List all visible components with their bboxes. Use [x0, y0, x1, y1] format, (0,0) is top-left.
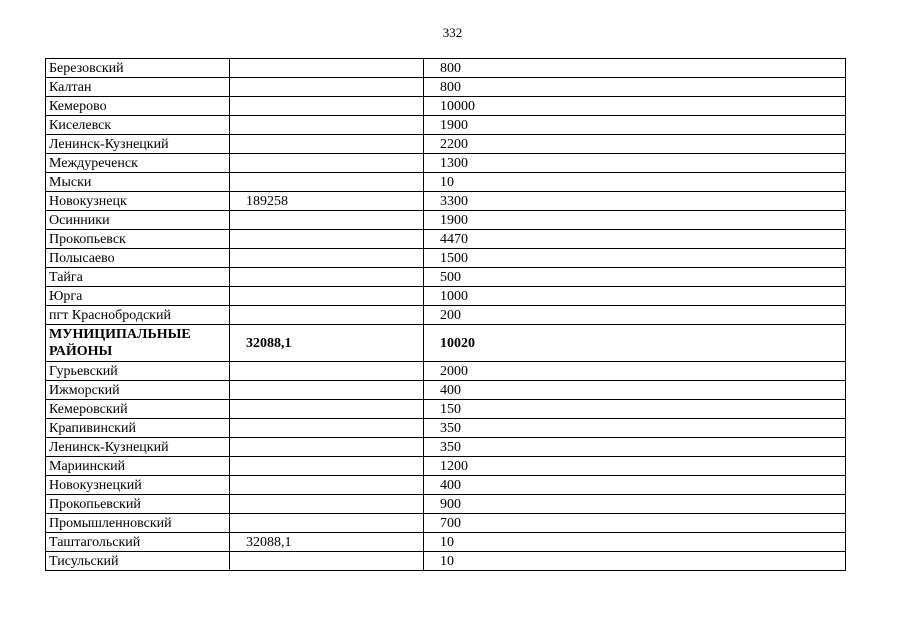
- cell-amount: [230, 78, 424, 97]
- table-row: [46, 287, 846, 306]
- table-row: [46, 78, 846, 97]
- cell-amount: [230, 135, 424, 154]
- cell-amount: [230, 97, 424, 116]
- cell-value: 500: [424, 268, 846, 287]
- table-row: [46, 362, 846, 381]
- cell-amount: [230, 552, 424, 571]
- cell-value: 900: [424, 495, 846, 514]
- cell-name: Березовский: [46, 59, 230, 78]
- cell-name: Ленинск-Кузнецкий: [46, 135, 230, 154]
- cell-value: 400: [424, 476, 846, 495]
- cell-amount: [230, 173, 424, 192]
- cell-value: 10020: [424, 325, 846, 362]
- cell-amount: [230, 438, 424, 457]
- cell-name: Полысаево: [46, 249, 230, 268]
- cell-amount: [230, 249, 424, 268]
- cell-amount: [230, 400, 424, 419]
- cell-value: 1200: [424, 457, 846, 476]
- cell-value: 10000: [424, 97, 846, 116]
- cell-value: 700: [424, 514, 846, 533]
- cell-name: Тисульский: [46, 552, 230, 571]
- cell-amount: [230, 381, 424, 400]
- cell-value: 800: [424, 59, 846, 78]
- cell-value: 2200: [424, 135, 846, 154]
- cell-value: 1000: [424, 287, 846, 306]
- table-row: [46, 400, 846, 419]
- page-number: 332: [442, 25, 463, 40]
- cell-name: Киселевск: [46, 116, 230, 135]
- cell-amount: [230, 457, 424, 476]
- table-row: [46, 419, 846, 438]
- cell-value: 10: [424, 552, 846, 571]
- cell-amount: [230, 116, 424, 135]
- cell-amount: 189258: [230, 192, 424, 211]
- table-row: [46, 533, 846, 552]
- cell-amount: [230, 514, 424, 533]
- table-row: [46, 192, 846, 211]
- table-row: [46, 211, 846, 230]
- cell-name: Тайга: [46, 268, 230, 287]
- cell-name: Ижморский: [46, 381, 230, 400]
- cell-amount: [230, 59, 424, 78]
- table-row: [46, 552, 846, 571]
- table-row: [46, 495, 846, 514]
- cell-amount: 32088,1: [230, 325, 424, 362]
- cell-name: пгт Краснобродский: [46, 306, 230, 325]
- cell-amount: [230, 306, 424, 325]
- table-row: [46, 457, 846, 476]
- cell-name: Новокузнецкий: [46, 476, 230, 495]
- cell-value: 4470: [424, 230, 846, 249]
- table-row: [46, 514, 846, 533]
- cell-amount: [230, 211, 424, 230]
- table-row: [46, 249, 846, 268]
- table-row: [46, 230, 846, 249]
- cell-value: 10: [424, 533, 846, 552]
- cell-amount: [230, 495, 424, 514]
- cell-value: 200: [424, 306, 846, 325]
- cell-amount: 32088,1: [230, 533, 424, 552]
- cell-value: 1900: [424, 116, 846, 135]
- table-row: [46, 135, 846, 154]
- cell-name: Промышленновский: [46, 514, 230, 533]
- cell-name: Крапивинский: [46, 419, 230, 438]
- cell-value: 800: [424, 78, 846, 97]
- cell-name: Кемеровский: [46, 400, 230, 419]
- table-body: [46, 59, 846, 571]
- table-row: [46, 97, 846, 116]
- table-row: [46, 173, 846, 192]
- cell-name: Таштагольский: [46, 533, 230, 552]
- table-row: [46, 268, 846, 287]
- table-row: [46, 306, 846, 325]
- cell-name: МУНИЦИПАЛЬНЫЕ РАЙОНЫ: [46, 325, 230, 362]
- cell-value: 10: [424, 173, 846, 192]
- cell-amount: [230, 154, 424, 173]
- cell-amount: [230, 419, 424, 438]
- cell-value: 400: [424, 381, 846, 400]
- cell-amount: [230, 268, 424, 287]
- cell-value: 150: [424, 400, 846, 419]
- table-row: [46, 438, 846, 457]
- section-row: [46, 325, 846, 362]
- cell-name: Междуреченск: [46, 154, 230, 173]
- cell-name: Кемерово: [46, 97, 230, 116]
- cell-value: 350: [424, 419, 846, 438]
- data-table: [45, 58, 846, 571]
- cell-name: Прокопьевск: [46, 230, 230, 249]
- table-row: [46, 476, 846, 495]
- cell-name: Ленинск-Кузнецкий: [46, 438, 230, 457]
- cell-name: Юрга: [46, 287, 230, 306]
- cell-name: Новокузнецк: [46, 192, 230, 211]
- table-row: [46, 59, 846, 78]
- cell-value: 1900: [424, 211, 846, 230]
- cell-value: 2000: [424, 362, 846, 381]
- table-row: [46, 116, 846, 135]
- cell-amount: [230, 476, 424, 495]
- cell-name: Осинники: [46, 211, 230, 230]
- cell-name: Мыски: [46, 173, 230, 192]
- cell-name: Мариинский: [46, 457, 230, 476]
- cell-name: Гурьевский: [46, 362, 230, 381]
- cell-amount: [230, 230, 424, 249]
- table-row: [46, 381, 846, 400]
- cell-name: Прокопьевский: [46, 495, 230, 514]
- cell-amount: [230, 287, 424, 306]
- cell-amount: [230, 362, 424, 381]
- table-row: [46, 154, 846, 173]
- cell-value: 3300: [424, 192, 846, 211]
- cell-value: 1300: [424, 154, 846, 173]
- cell-value: 1500: [424, 249, 846, 268]
- cell-value: 350: [424, 438, 846, 457]
- cell-name: Калтан: [46, 78, 230, 97]
